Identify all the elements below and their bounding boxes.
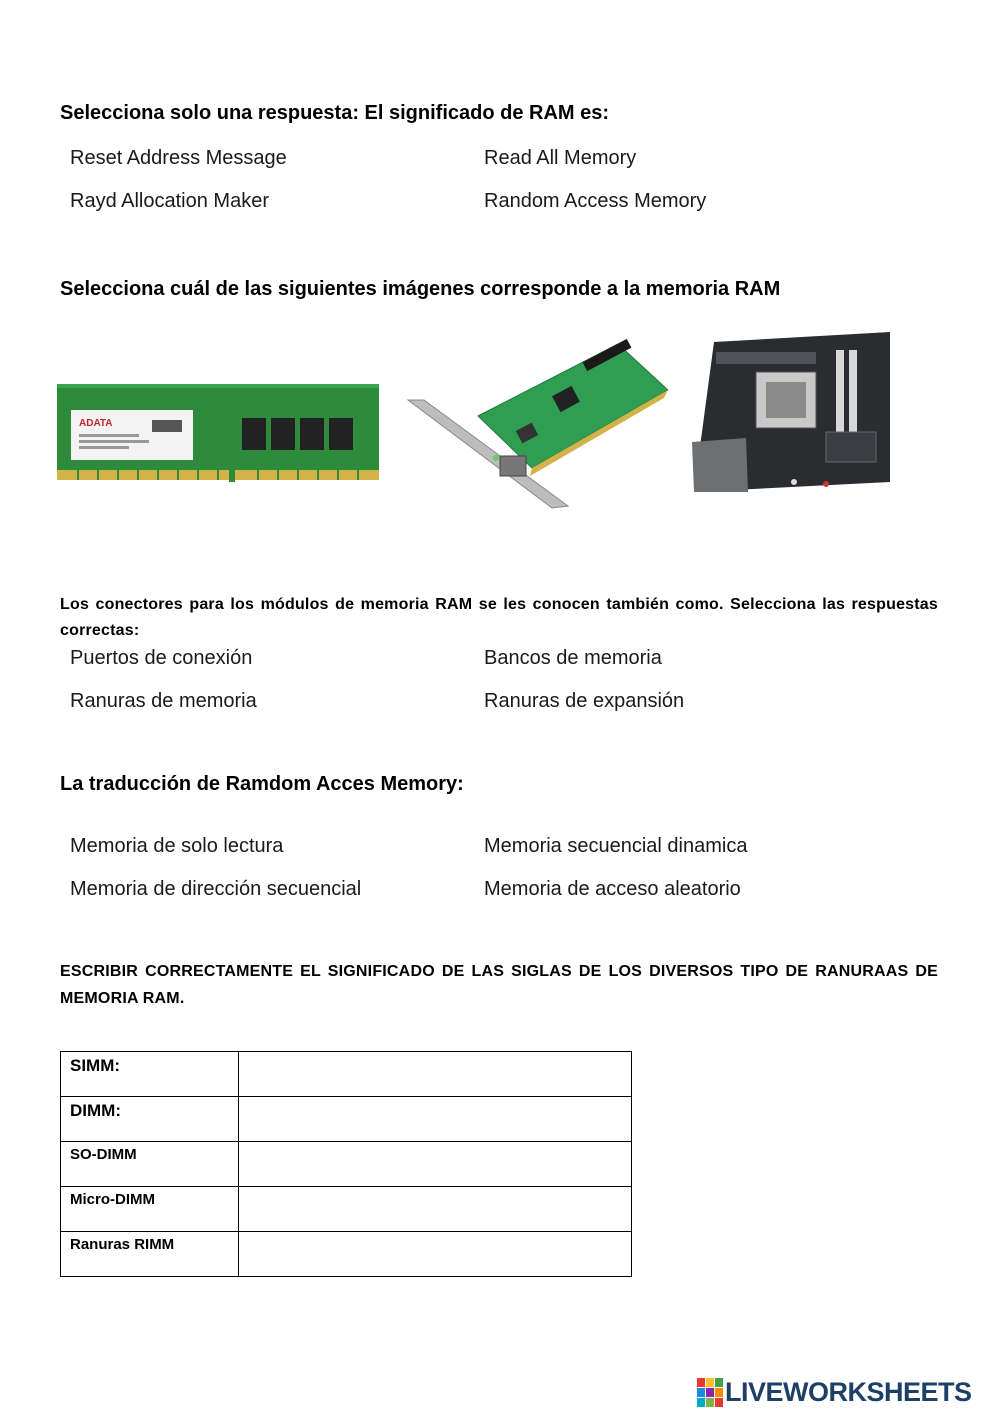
q4-option-4[interactable]: Memoria de acceso aleatorio [484,878,741,900]
answer-cell [239,1187,632,1232]
q4-option-1[interactable]: Memoria de solo lectura [70,835,284,857]
table-row [61,1052,632,1097]
q1-option-4[interactable]: Random Access Memory [484,190,707,212]
q1-option-1[interactable]: Reset Address Message [70,147,287,169]
table-row [61,1187,632,1232]
table-row [61,1232,632,1277]
answer-input-simm[interactable] [239,1052,635,1096]
logo-text: LIVEWORKSHEETS [725,1377,972,1407]
svg-text:ADATA: ADATA [79,418,113,429]
table-row [61,1097,632,1142]
acronym-label: Ranuras RIMM [61,1232,239,1277]
answer-input-micro-dimm[interactable] [239,1187,635,1231]
q4-option-3[interactable]: Memoria de dirección secuencial [70,878,362,900]
network-card-image[interactable] [400,338,668,510]
acronym-label: SIMM: [61,1052,239,1097]
answer-cell [239,1052,632,1097]
acronym-label: SO-DIMM [61,1142,239,1187]
answer-cell [239,1097,632,1142]
q3-option-1[interactable]: Puertos de conexión [70,647,253,669]
question-1-title: Selecciona solo una respuesta: El significado de RAM es: [60,102,610,124]
answer-cell [239,1232,632,1277]
answer-input-rimm[interactable] [239,1232,635,1276]
table-row [61,1142,632,1187]
acronym-table [60,1051,632,1277]
answer-cell [239,1142,632,1187]
logo-grid-icon [697,1378,723,1407]
q4-option-2[interactable]: Memoria secuencial dinamica [484,835,748,857]
answer-input-dimm[interactable] [239,1097,635,1141]
motherboard-image[interactable] [686,332,894,492]
question-2-title: Selecciona cuál de las siguientes imágenes corresponde a la memoria RAM [60,278,781,300]
ram-module-image[interactable] [57,382,379,484]
acronym-label: DIMM: [61,1097,239,1142]
question-4-title: La traducción de Ramdom Acces Memory: [60,773,464,795]
q3-option-2[interactable]: Bancos de memoria [484,647,662,669]
q1-option-3[interactable]: Rayd Allocation Maker [70,190,269,212]
question-3-title: Los conectores para los módulos de memoria RAM se les conocen también como. Selecciona las respuestas correctas: [60,596,938,639]
q3-option-4[interactable]: Ranuras de expansión [484,690,685,712]
liveworksheets-logo[interactable] [697,1377,972,1408]
acronym-label: Micro-DIMM [61,1187,239,1232]
q1-option-2[interactable]: Read All Memory [484,147,637,169]
answer-input-so-dimm[interactable] [239,1142,635,1186]
question-5-title: ESCRIBIR CORRECTAMENTE EL SIGNIFICADO DE LAS SIGLAS DE LOS DIVERSOS TIPO DE RANURAAS DE MEMORIA RAM. [60,963,938,1007]
q3-option-3[interactable]: Ranuras de memoria [70,690,257,712]
